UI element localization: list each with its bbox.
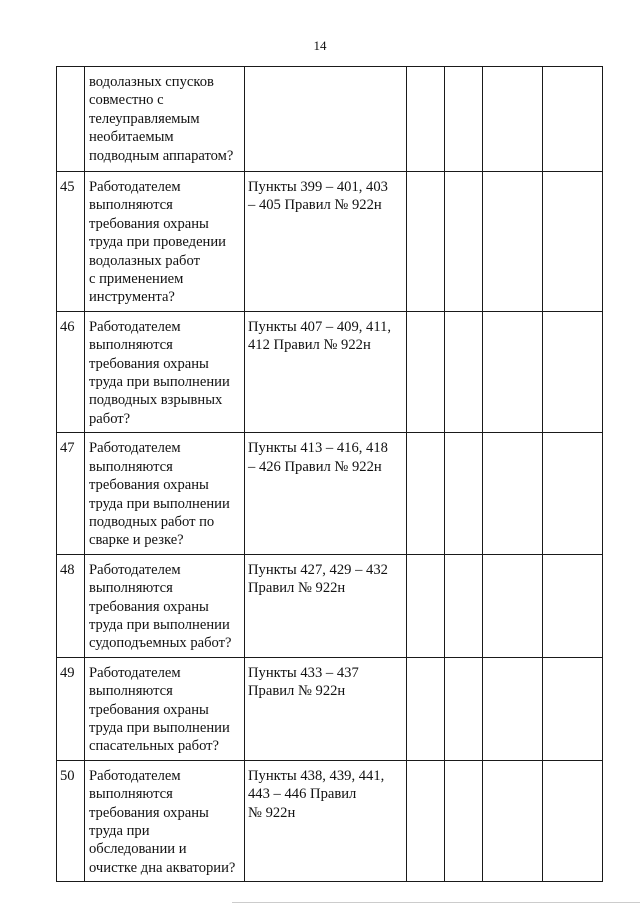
answer-not-applicable-cell — [483, 433, 543, 554]
question-line: сварке и резке? — [89, 532, 184, 549]
table-row — [57, 67, 603, 172]
question-line: Работодателем — [89, 664, 181, 681]
question-line: выполняются — [89, 786, 173, 803]
answer-not-applicable-cell — [483, 172, 543, 312]
question-cell — [85, 172, 245, 312]
answer-yes-cell — [407, 760, 445, 881]
question-line: Работодателем — [89, 561, 181, 578]
notes-cell — [543, 760, 603, 881]
table-row — [57, 433, 603, 554]
question-line: водолазных спусков — [89, 74, 214, 90]
question-cell — [85, 760, 245, 881]
question-line: с применением — [89, 271, 184, 288]
reference-line: № 922н — [248, 804, 296, 821]
question-line: судоподъемных работ? — [89, 635, 232, 652]
question-line: труда при — [89, 823, 150, 839]
notes-cell — [543, 67, 603, 172]
notes-cell — [543, 433, 603, 554]
reference-line: Пункты 438, 439, 441, — [248, 767, 385, 784]
answer-yes-cell — [407, 311, 445, 432]
question-cell — [85, 67, 245, 172]
question-line: Работодателем — [89, 318, 181, 335]
question-line: Работодателем — [89, 179, 181, 195]
checklist-table — [56, 66, 603, 882]
reference-line: 443 – 446 Правил — [248, 786, 357, 803]
answer-no-cell — [445, 311, 483, 432]
question-line: Работодателем — [89, 440, 181, 457]
question-line: требования охраны — [89, 355, 209, 372]
reference-line: Правил № 922н — [248, 580, 346, 597]
answer-no-cell — [445, 172, 483, 312]
answer-no-cell — [445, 433, 483, 554]
table-row — [57, 760, 603, 881]
answer-not-applicable-cell — [483, 657, 543, 760]
reference-cell — [245, 433, 407, 554]
question-line: требования охраны — [89, 804, 209, 821]
reference-line: Пункты 407 – 409, 411, — [248, 318, 392, 335]
reference-line: – 426 Правил № 922н — [248, 458, 382, 475]
question-cell — [85, 433, 245, 554]
reference-line: Пункты 399 – 401, 403 — [248, 179, 388, 195]
item-number: 45 — [57, 172, 85, 312]
item-number — [57, 67, 85, 172]
answer-yes-cell — [407, 433, 445, 554]
question-line: труда при выполнении — [89, 719, 230, 736]
table-row — [57, 172, 603, 312]
answer-not-applicable-cell — [483, 67, 543, 172]
question-cell — [85, 657, 245, 760]
question-line: выполняются — [89, 458, 173, 475]
reference-line: – 405 Правил № 922н — [248, 197, 382, 214]
reference-cell — [245, 311, 407, 432]
question-line: совместно с — [89, 92, 164, 109]
question-line: выполняются — [89, 683, 173, 700]
question-line: требования охраны — [89, 477, 209, 494]
notes-cell — [543, 657, 603, 760]
question-line: труда при выполнении — [89, 616, 230, 633]
page-number: 14 — [313, 38, 327, 53]
notes-cell — [543, 172, 603, 312]
table-row — [57, 657, 603, 760]
question-line: труда при выполнении — [89, 374, 230, 391]
answer-no-cell — [445, 657, 483, 760]
question-line: водолазных работ — [89, 252, 200, 269]
reference-cell — [245, 67, 407, 172]
notes-cell — [543, 311, 603, 432]
answer-no-cell — [445, 760, 483, 881]
reference-line: Пункты 413 – 416, 418 — [248, 440, 388, 457]
reference-line: Пункты 433 – 437 — [248, 664, 359, 681]
question-line: спасательных работ? — [89, 738, 220, 755]
question-line: выполняются — [89, 580, 173, 597]
table-row — [57, 554, 603, 657]
answer-yes-cell — [407, 554, 445, 657]
question-line: подводным аппаратом? — [89, 147, 234, 164]
item-number: 47 — [57, 433, 85, 554]
question-line: требования охраны — [89, 701, 209, 718]
question-line: выполняются — [89, 337, 173, 354]
question-line: обследовании и — [89, 841, 187, 858]
checklist-table-body — [57, 67, 603, 882]
scan-edge-line — [232, 902, 640, 903]
notes-cell — [543, 554, 603, 657]
answer-not-applicable-cell — [483, 554, 543, 657]
question-line: труда при выполнении — [89, 495, 230, 512]
question-line: работ? — [89, 410, 131, 427]
answer-not-applicable-cell — [483, 760, 543, 881]
question-line: очистке дна акватории? — [89, 859, 236, 876]
reference-cell — [245, 172, 407, 312]
question-line: телеуправляемым — [89, 110, 200, 127]
item-number: 46 — [57, 311, 85, 432]
question-line: требования охраны — [89, 215, 209, 232]
question-line: необитаемым — [89, 129, 174, 146]
table-row — [57, 311, 603, 432]
reference-cell — [245, 657, 407, 760]
question-line: выполняются — [89, 197, 173, 214]
item-number: 49 — [57, 657, 85, 760]
reference-line: 412 Правил № 922н — [248, 337, 371, 354]
answer-not-applicable-cell — [483, 311, 543, 432]
answer-yes-cell — [407, 67, 445, 172]
question-cell — [85, 554, 245, 657]
item-number: 48 — [57, 554, 85, 657]
question-line: Работодателем — [89, 767, 181, 784]
question-line: подводных работ по — [89, 513, 215, 530]
answer-yes-cell — [407, 172, 445, 312]
reference-line: Правил № 922н — [248, 683, 346, 700]
question-cell — [85, 311, 245, 432]
reference-cell — [245, 760, 407, 881]
reference-cell — [245, 554, 407, 657]
question-line: труда при проведении — [89, 234, 226, 251]
question-line: требования охраны — [89, 598, 209, 615]
answer-yes-cell — [407, 657, 445, 760]
answer-no-cell — [445, 554, 483, 657]
reference-line: Пункты 427, 429 – 432 — [248, 561, 388, 578]
question-line: инструмента? — [89, 289, 175, 306]
question-line: подводных взрывных — [89, 392, 223, 409]
item-number: 50 — [57, 760, 85, 881]
answer-no-cell — [445, 67, 483, 172]
